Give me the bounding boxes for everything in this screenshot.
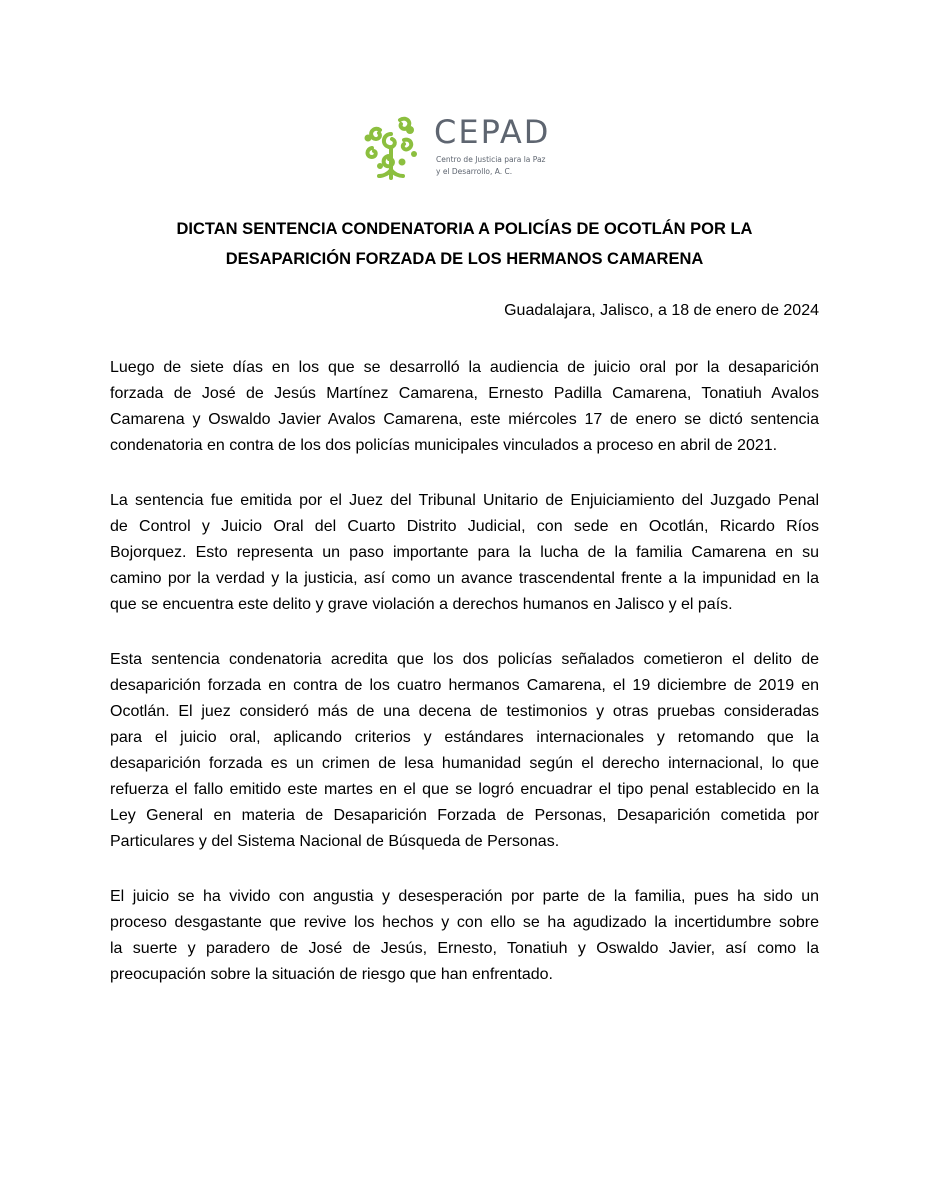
paragraph-line: Particulares y del Sistema Nacional de Búsqueda de Personas. bbox=[110, 833, 560, 850]
paragraph-line: Esta sentencia condenatoria acredita que los dos policías señalados cometieron el delito de bbox=[110, 651, 819, 668]
paragraph-3 bbox=[110, 647, 819, 855]
paragraph-line: proceso desgastante que revive los hechos y con ello se ha agudizado la incertidumbre sobre bbox=[110, 914, 819, 931]
paragraph-4 bbox=[110, 884, 819, 988]
paragraph-line: forzada de José de Jesús Martínez Camarena, Ernesto Padilla Camarena, Tonatiuh Avalos bbox=[110, 385, 819, 402]
paragraph-line: que se encuentra este delito y grave violación a derechos humanos en Jalisco y el país. bbox=[110, 596, 733, 613]
press-release-title bbox=[110, 214, 819, 274]
title-line-1: DICTAN SENTENCIA CONDENATORIA A POLICÍAS DE OCOTLÁN POR LA bbox=[176, 220, 753, 238]
paragraph-line: Luego de siete días en los que se desarrolló la audiencia de juicio oral por la desaparición bbox=[110, 359, 819, 376]
paragraph-line: El juicio se ha vivido con angustia y desesperación por parte de la familia, pues ha sido un bbox=[110, 888, 819, 905]
title-line-2: DESAPARICIÓN FORZADA DE LOS HERMANOS CAMARENA bbox=[225, 250, 704, 268]
paragraph-line: La sentencia fue emitida por el Juez del Tribunal Unitario de Enjuiciamiento del Juzgado Penal bbox=[110, 492, 819, 509]
paragraph-line: Ley General en materia de Desaparición Forzada de Personas, Desaparición cometida por bbox=[110, 807, 819, 824]
logo-tagline-line2: y el Desarrollo, A. C. bbox=[436, 167, 513, 176]
paragraph-2 bbox=[110, 488, 819, 618]
paragraph-line: desaparición forzada es un crimen de lesa humanidad según el derecho internacional, lo que bbox=[110, 755, 819, 772]
tree-of-spirals-icon bbox=[358, 110, 424, 182]
paragraph-line: desaparición forzada en contra de los cuatro hermanos Camarena, el 19 diciembre de 2019 en bbox=[110, 677, 819, 694]
logo-tagline-line1: Centro de Justicia para la Paz bbox=[436, 155, 546, 164]
paragraph-line: para el juicio oral, aplicando criterios y estándares internacionales y retomando que la bbox=[110, 729, 819, 746]
paragraph-line: condenatoria en contra de los dos policías municipales vinculados a proceso en abril de 2021. bbox=[110, 437, 778, 454]
dateline: Guadalajara, Jalisco, a 18 de enero de 2024 bbox=[504, 302, 819, 319]
paragraph-line: Camarena y Oswaldo Javier Avalos Camarena, este miércoles 17 de enero se dictó sentencia bbox=[110, 411, 819, 428]
logo-wordmark: CEPAD bbox=[434, 113, 551, 151]
paragraph-line: preocupación sobre la situación de riesgo que han enfrentado. bbox=[110, 966, 553, 983]
logo-tagline bbox=[436, 154, 545, 178]
cepad-logo bbox=[358, 110, 558, 182]
paragraph-1 bbox=[110, 355, 819, 459]
article-body bbox=[110, 355, 819, 1017]
paragraph-line: Ocotlán. El juez consideró más de una decena de testimonios y otras pruebas consideradas bbox=[110, 703, 819, 720]
paragraph-line: la suerte y paradero de José de Jesús, Ernesto, Tonatiuh y Oswaldo Javier, así como la bbox=[110, 940, 819, 957]
paragraph-line: refuerza el fallo emitido este martes en el que se logró encuadrar el tipo penal establecido en la bbox=[110, 781, 819, 798]
paragraph-line: de Control y Juicio Oral del Cuarto Distrito Judicial, con sede en Ocotlán, Ricardo Ríos bbox=[110, 518, 819, 535]
paragraph-line: camino por la verdad y la justicia, así como un avance trascendental frente a la impunidad en la bbox=[110, 570, 819, 587]
paragraph-line: Bojorquez. Esto representa un paso importante para la lucha de la familia Camarena en su bbox=[110, 544, 819, 561]
